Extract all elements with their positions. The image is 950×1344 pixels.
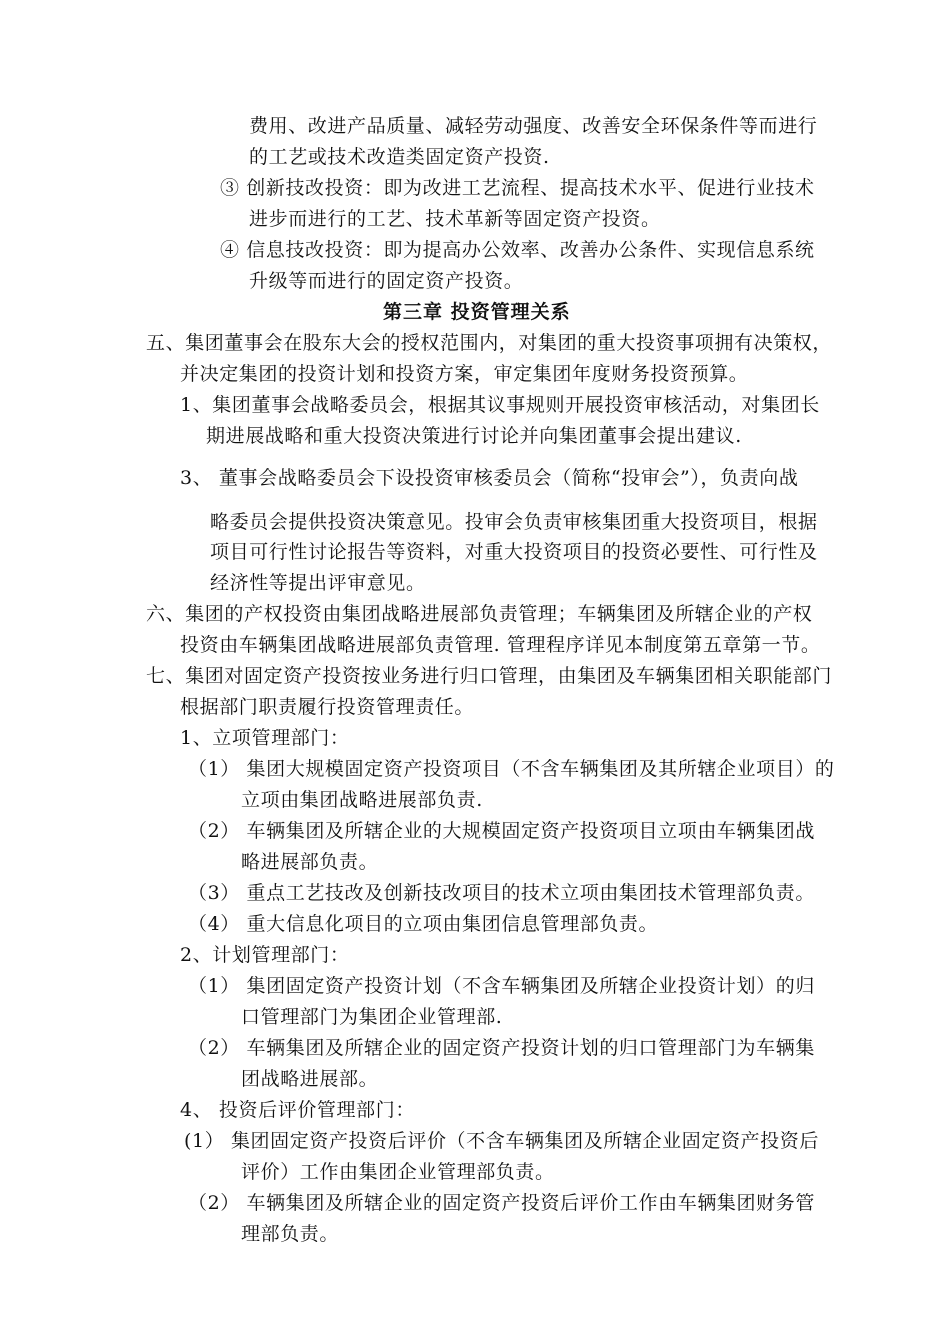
text-line: 投资由车辆集团战略进展部负责管理. 管理程序详见本制度第五章第一节。	[180, 634, 821, 656]
chapter-title: 第三章 投资管理关系	[383, 301, 571, 323]
text-line: 略委员会提供投资决策意见。投审会负责审核集团重大投资项目，根据	[210, 511, 818, 533]
list-item: （2） 车辆集团及所辖企业的固定资产投资后评价工作由车辆集团财务管	[188, 1192, 815, 1214]
subsection-heading: 4、 投资后评价管理部门：	[180, 1099, 415, 1121]
text-line: 评价）工作由集团企业管理部负责。	[241, 1161, 555, 1183]
list-item: （1） 集团大规模固定资产投资项目（不含车辆集团及其所辖企业项目）的	[188, 758, 835, 780]
text-line: 并决定集团的投资计划和投资方案，审定集团年度财务投资预算。	[180, 363, 749, 385]
list-item-3: ③ 创新技改投资：即为改进工艺流程、提高技术水平、促进行业技术	[220, 177, 815, 199]
list-item: （2） 车辆集团及所辖企业的大规模固定资产投资项目立项由车辆集团战	[188, 820, 815, 842]
text-line: 根据部门职责履行投资管理责任。	[180, 696, 475, 718]
item-1: 1、集团董事会战略委员会，根据其议事规则开展投资审核活动，对集团长	[180, 394, 820, 416]
text-line: 口管理部门为集团企业管理部.	[241, 1006, 503, 1028]
text-line: 略进展部负责。	[241, 851, 379, 873]
text-line: 的工艺或技术改造类固定资产投资.	[249, 146, 550, 168]
text-line: 期进展战略和重大投资决策进行讨论并向集团董事会提出建议.	[206, 425, 742, 447]
subsection-heading: 2、计划管理部门：	[180, 944, 350, 966]
text-line: 升级等而进行的固定资产投资。	[249, 270, 524, 292]
list-item: （3） 重点工艺技改及创新技改项目的技术立项由集团技术管理部负责。	[188, 882, 815, 904]
section-6: 六、集团的产权投资由集团战略进展部负责管理；车辆集团及所辖企业的产权	[146, 603, 813, 625]
list-item: （1） 集团固定资产投资计划（不含车辆集团及所辖企业投资计划）的归	[188, 975, 815, 997]
text-line: 理部负责。	[241, 1223, 340, 1245]
subsection-heading: 1、立项管理部门：	[180, 727, 350, 749]
text-line: 项目可行性讨论报告等资料，对重大投资项目的投资必要性、可行性及	[210, 541, 818, 563]
item-3: 3、 董事会战略委员会下设投资审核委员会（简称“投审会”），负责向战	[180, 467, 799, 489]
list-item: （4） 重大信息化项目的立项由集团信息管理部负责。	[188, 913, 659, 935]
text-line: 费用、改进产品质量、减轻劳动强度、改善安全环保条件等而进行	[249, 115, 818, 137]
list-item: （2） 车辆集团及所辖企业的固定资产投资计划的归口管理部门为车辆集	[188, 1037, 815, 1059]
list-item-4: ④ 信息技改投资：即为提高办公效率、改善办公条件、实现信息系统	[220, 239, 815, 261]
text-line: 经济性等提出评审意见。	[210, 572, 426, 594]
section-5: 五、集团董事会在股东大会的授权范围内，对集团的重大投资事项拥有决策权，	[146, 332, 833, 354]
text-line: 团战略进展部。	[241, 1068, 379, 1090]
text-line: 进步而进行的工艺、技术革新等固定资产投资。	[249, 208, 661, 230]
section-7: 七、集团对固定资产投资按业务进行归口管理，由集团及车辆集团相关职能部门	[146, 665, 833, 687]
list-item: (1） 集团固定资产投资后评价（不含车辆集团及所辖企业固定资产投资后	[184, 1130, 819, 1152]
text-line: 立项由集团战略进展部负责.	[241, 789, 483, 811]
